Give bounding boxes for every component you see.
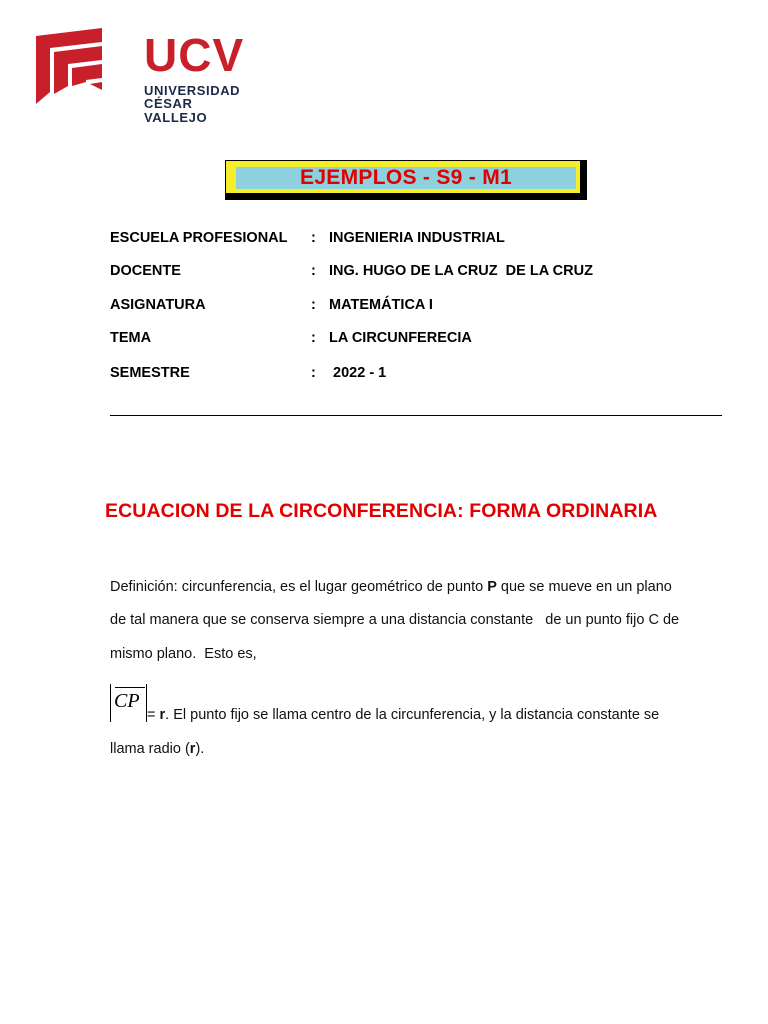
info-colon: : [311,330,316,346]
text-span: ). [195,741,205,757]
info-label: DOCENTE [110,263,181,279]
info-colon: : [311,230,316,246]
logo-brand: UCV [144,29,245,81]
text-span: que se mueve en un plano [496,579,672,595]
info-value: MATEMÁTICA I [329,297,433,313]
title-banner [225,160,587,200]
logo-subtitle [144,84,240,124]
title-banner-border [225,160,581,194]
info-value: 2022 - 1 [329,365,387,381]
ucv-logo [26,16,245,125]
logo-line1: UNIVERSIDAD [144,83,241,98]
definition-line-2: de tal manera que se conserva siempre a una distancia constante de un punto fijo C de [110,612,680,628]
text-span: Definición: circunferencia, es el lugar geométrico de punto [110,579,488,595]
info-label: ESCUELA PROFESIONAL [110,230,288,246]
vector-overline [115,687,145,688]
info-label: SEMESTRE [110,365,190,381]
logo-line2: CÉSAR VALLEJO [144,96,208,125]
title-text: EJEMPLOS - S9 - M1 [236,167,576,189]
horizontal-rule [110,415,722,416]
info-colon: : [311,365,316,381]
info-label: ASIGNATURA [110,297,206,313]
text-span: . El punto fijo se llama centro de la circunferencia, y la distancia constante se [165,707,660,723]
abs-formula [110,684,148,724]
ucv-emblem-icon [36,28,102,104]
info-colon: : [311,263,316,279]
definition-line-1 [110,579,672,595]
point-p-bold: P [487,579,497,595]
definition-line-3: mismo plano. Esto es, [110,646,257,662]
info-label: TEMA [110,330,152,346]
radius-r-bold: r [189,741,196,757]
info-value: INGENIERIA INDUSTRIAL [329,230,505,246]
text-span: = [147,707,160,723]
text-span: llama radio ( [110,741,190,757]
definition-line-4 [147,707,659,723]
abs-bar-left [110,684,111,722]
info-value: ING. HUGO DE LA CRUZ DE LA CRUZ [329,263,593,279]
info-colon: : [311,297,316,313]
section-heading: ECUACION DE LA CIRCONFERENCIA: FORMA ORDINARIA [105,500,658,522]
info-value: LA CIRCUNFERECIA [329,330,472,346]
definition-line-5 [110,741,204,757]
radius-r-bold: r [159,707,166,723]
formula-cp: CP [114,690,140,712]
